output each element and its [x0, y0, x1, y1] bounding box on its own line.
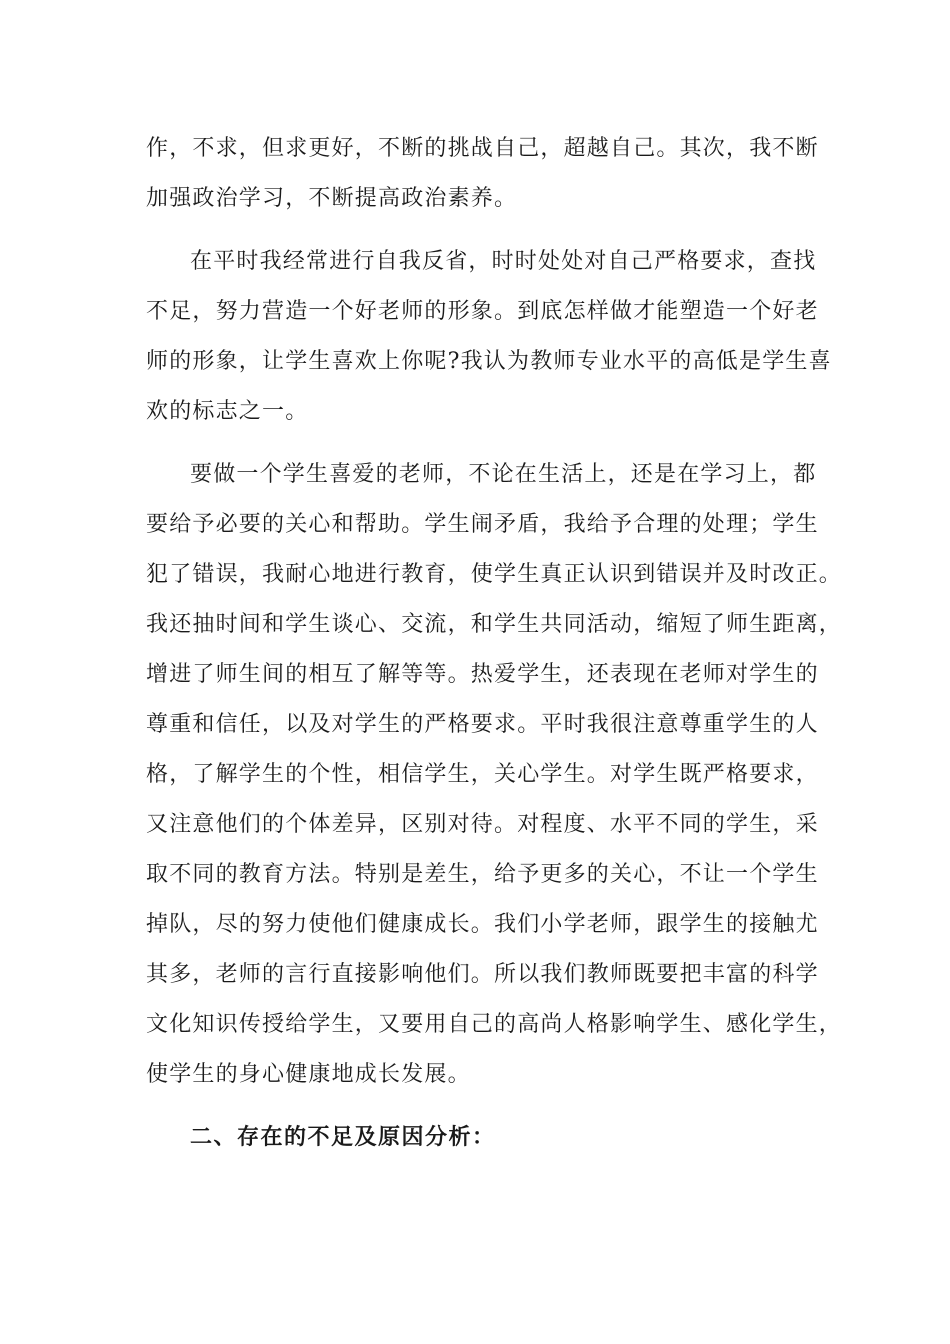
- paragraph-line: 又注意他们的个体差异，区别对待。对程度、水平不同的学生，采: [146, 812, 819, 837]
- paragraph-line: 师的形象，让学生喜欢上你呢?我认为教师专业水平的高低是学生喜: [146, 349, 832, 374]
- paragraph-line: 作，不求，但求更好，不断的挑战自己，超越自己。其次，我不断: [146, 136, 819, 161]
- paragraph-line: 加强政治学习，不断提高政治素养。: [146, 186, 518, 211]
- paragraph-line: 不足，努力营造一个好老师的形象。到底怎样做才能塑造一个好老: [146, 299, 819, 324]
- paragraph-line: 我还抽时间和学生谈心、交流，和学生共同活动，缩短了师生距离，: [146, 612, 843, 637]
- paragraph-line: 尊重和信任，以及对学生的严格要求。平时我很注意尊重学生的人: [146, 712, 819, 737]
- section-heading: 二、存在的不足及原因分析：: [190, 1125, 496, 1150]
- paragraph-line: 犯了错误，我耐心地进行教育，使学生真正认识到错误并及时改正。: [146, 562, 843, 587]
- paragraph-line: 掉队，尽的努力使他们健康成长。我们小学老师，跟学生的接触尤: [146, 912, 819, 937]
- paragraph-line: 格，了解学生的个性，相信学生，关心学生。对学生既严格要求，: [146, 762, 819, 787]
- paragraph-line: 要给予必要的关心和帮助。学生闹矛盾，我给予合理的处理；学生: [146, 512, 819, 537]
- paragraph-line: 文化知识传授给学生，又要用自己的高尚人格影响学生、感化学生，: [146, 1012, 843, 1037]
- paragraph-line: 使学生的身心健康地成长发展。: [146, 1062, 471, 1087]
- paragraph-line: 要做一个学生喜爱的老师，不论在生活上，还是在学习上，都: [190, 462, 817, 487]
- paragraph-line: 增进了师生间的相互了解等等。热爱学生，还表现在老师对学生的: [146, 662, 819, 687]
- paragraph-line: 欢的标志之一。: [146, 399, 309, 424]
- paragraph-line: 在平时我经常进行自我反省，时时处处对自己严格要求，查找: [190, 249, 817, 274]
- paragraph-line: 取不同的教育方法。特别是差生，给予更多的关心，不让一个学生: [146, 862, 819, 887]
- paragraph-line: 其多，老师的言行直接影响他们。所以我们教师既要把丰富的科学: [146, 962, 819, 987]
